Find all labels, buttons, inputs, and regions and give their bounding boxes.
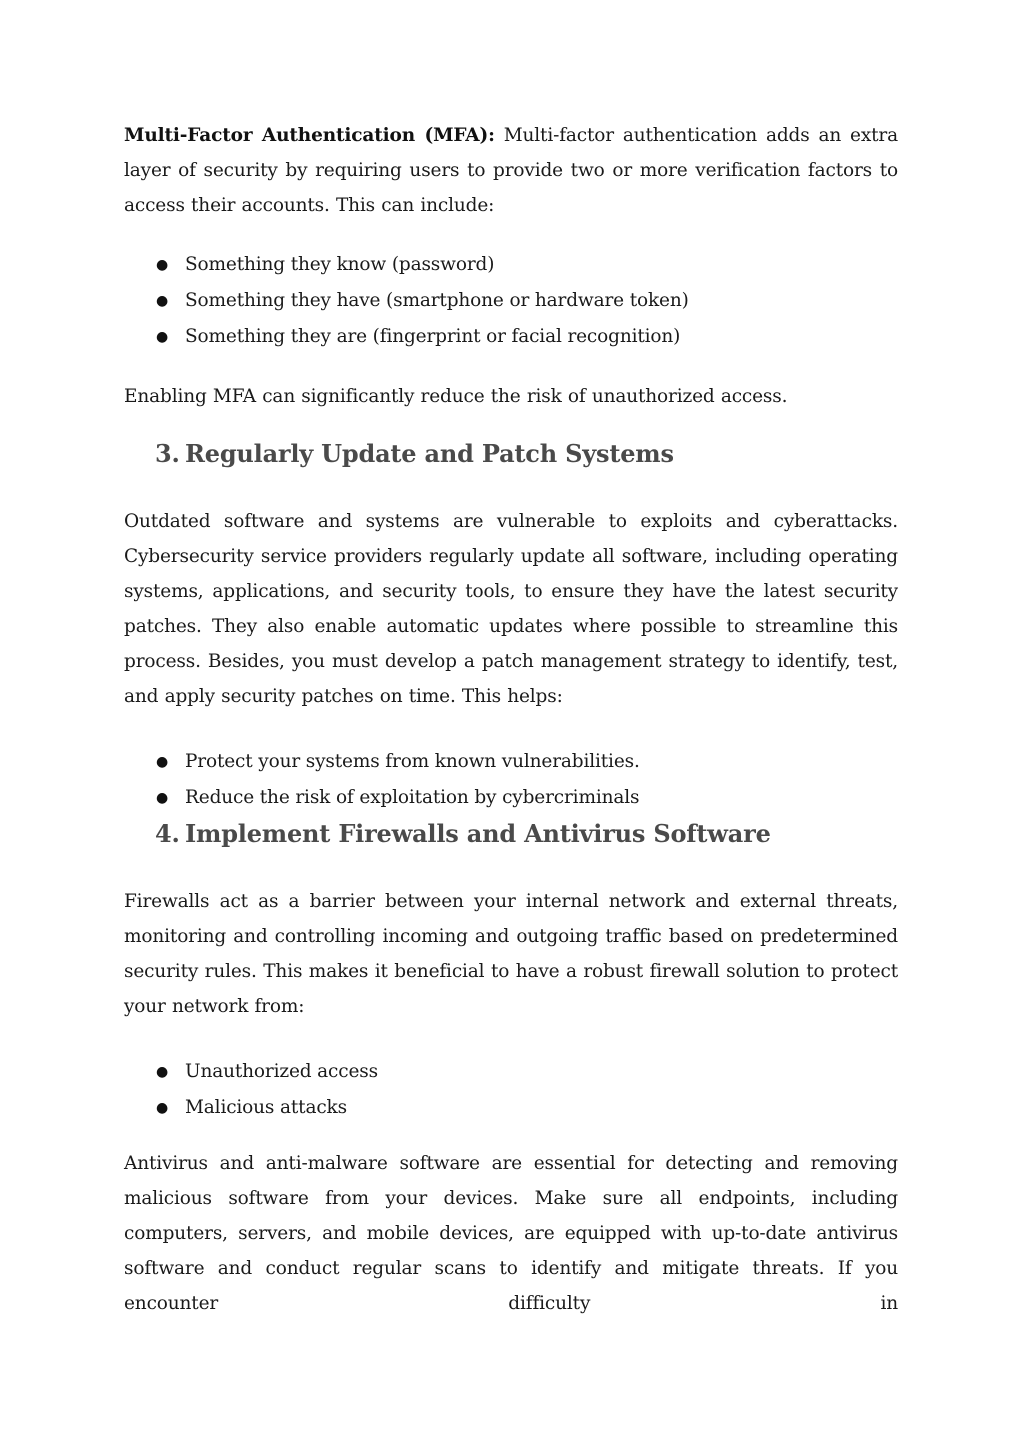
list-item: ● Reduce the risk of exploitation by cybercriminals xyxy=(124,780,898,816)
patch-benefits-list xyxy=(124,744,898,816)
list-item: ● Protect your systems from known vulnerabilities. xyxy=(124,744,898,780)
list-item: ● Malicious attacks xyxy=(124,1090,898,1126)
mfa-factor-list xyxy=(124,247,898,355)
list-item: ● Something they are (fingerprint or facial recognition) xyxy=(124,319,898,355)
bullet-icon: ● xyxy=(156,790,169,806)
firewall-threat-list xyxy=(124,1054,898,1126)
bullet-icon: ● xyxy=(156,754,169,770)
section-3-number: 3. xyxy=(155,439,180,468)
mfa-paragraph xyxy=(124,118,898,223)
section-3-heading xyxy=(124,436,898,472)
section-4-number: 4. xyxy=(155,819,180,848)
bullet-icon: ● xyxy=(156,329,169,345)
section-4-paragraph-firewalls: Firewalls act as a barrier between your internal network and external threats, monitoring and controlling incoming and outgoing traffic based on predetermined security rules. This makes it beneficial to have a robust firewall solution to protect your network from: xyxy=(124,891,898,1017)
document-page xyxy=(124,118,898,1321)
bullet-icon: ● xyxy=(156,1100,169,1116)
bullet-icon: ● xyxy=(156,257,169,273)
list-item: ● Something they have (smartphone or hardware token) xyxy=(124,283,898,319)
mfa-label: Multi-Factor Authentication (MFA): xyxy=(124,125,495,146)
section-4-title: Implement Firewalls and Antivirus Software xyxy=(185,819,771,848)
bullet-icon: ● xyxy=(156,1064,169,1080)
mfa-intro-text: Multi-factor authentication adds an extra layer of security by requiring users to provide two or more verification factors to access their accounts. This can include: xyxy=(124,125,899,216)
section-3-paragraph: Outdated software and systems are vulnerable to exploits and cyberattacks. Cybersecurity service providers regularly update all software, including operating systems, applications, and security tools, to ensure they have the latest security patches. They also enable automatic updates where possible to streamline this process. Besides, you must develop a patch management strategy to identify, test, and apply security patches on time. This helps: xyxy=(124,511,898,707)
list-item: ● Unauthorized access xyxy=(124,1054,898,1090)
section-3-title: Regularly Update and Patch Systems xyxy=(185,439,674,468)
section-4-paragraph-antivirus: Antivirus and anti-malware software are essential for detecting and removing malicious software from your devices. Make sure all endpoints, including computers, servers, and mobile devices, are equipped with up-to-date antivirus software and conduct regular scans to identify and mitigate threats. If you encounter difficulty in xyxy=(124,1153,898,1314)
section-4-heading xyxy=(124,816,898,852)
list-item: ● Something they know (password) xyxy=(124,247,898,283)
bullet-icon: ● xyxy=(156,293,169,309)
mfa-closing-paragraph: Enabling MFA can significantly reduce the risk of unauthorized access. xyxy=(124,386,788,407)
